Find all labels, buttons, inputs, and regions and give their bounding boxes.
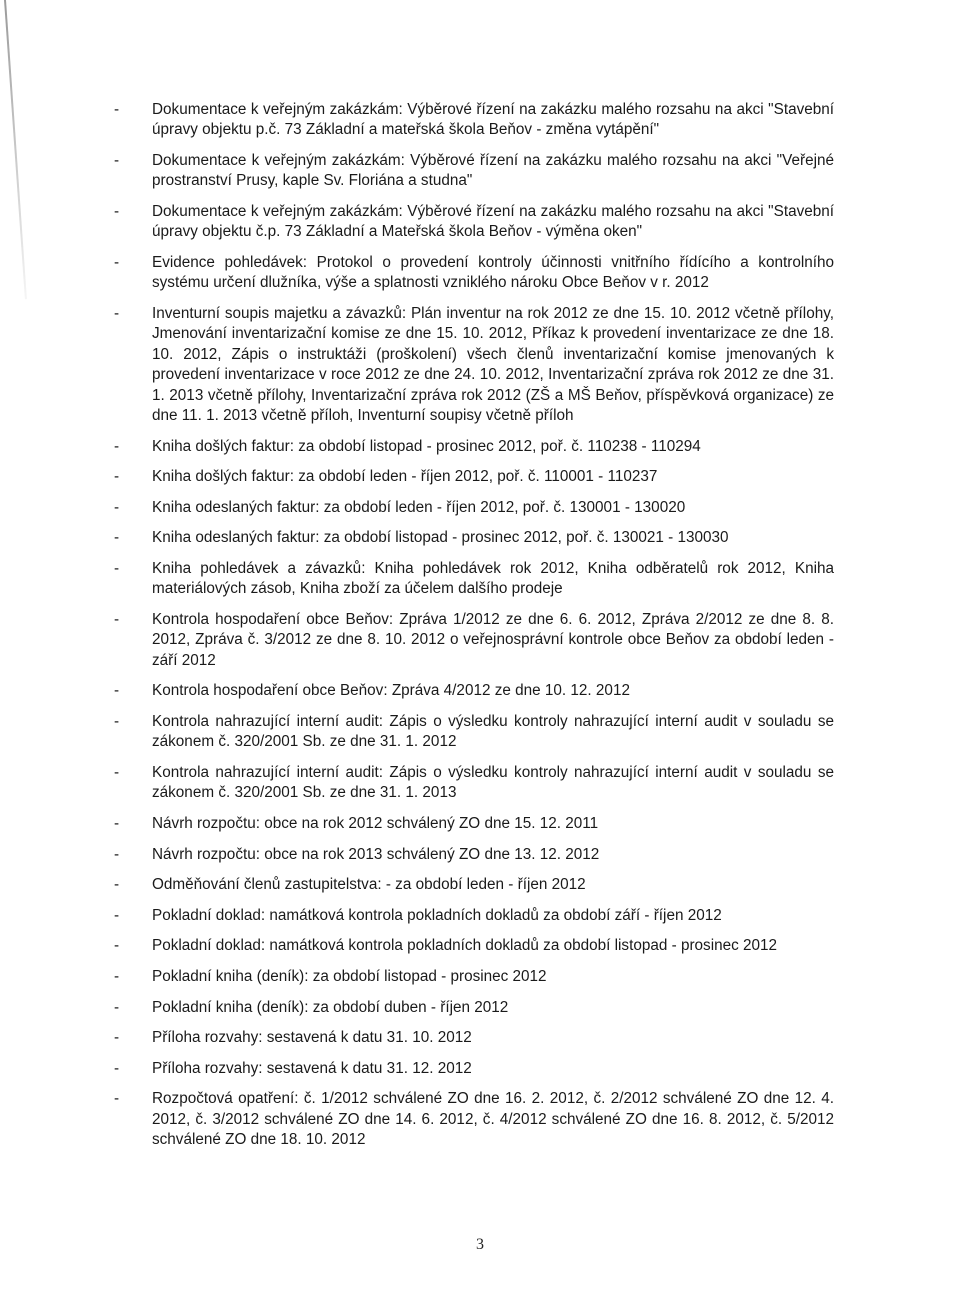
list-bullet: - <box>114 713 120 730</box>
list-bullet: - <box>114 611 120 628</box>
list-bullet: - <box>114 845 120 863</box>
list-item-text: Kniha odeslaných faktur: za období leden - říjen 2012, poř. č. 130001 - 130020 <box>152 498 686 516</box>
list-item-text: Inventurní soupis majetku a závazků: Plán inventur na rok 2012 ze dne 15. 10. 2012 včetně přílohy, Jmenování inventarizační komise ze dne 15. 10. 2012, Příkaz k provedení inventarizace ze dne 18. 10. 2012, Zápis o instruktáži (proškolení) všech členů inventarizační komise jmenovaných k provedení inventarizace v roce 2012 ze dne 24. 10. 2012, Inventarizační zpráva rok 2012 ze dne 31. 1. 2013 včetně přílohy, Inventarizační zpráva rok 2012 (ZŠ a MŠ Beňov, příspěvková organizace) ze dne 11. 1. 2013 včetně příloh, Inventurní soupisy včetně příloh <box>152 305 834 425</box>
list-item <box>114 814 834 834</box>
list-bullet: - <box>114 254 120 271</box>
list-item <box>114 845 834 865</box>
document-list <box>114 100 834 1161</box>
list-item <box>114 1089 834 1150</box>
list-item <box>114 681 834 701</box>
list-item <box>114 151 834 192</box>
list-bullet: - <box>114 1090 120 1108</box>
list-bullet: - <box>114 498 120 516</box>
list-item-text: Kontrola hospodaření obce Beňov: Zpráva 1/2012 ze dne 6. 6. 2012, Zpráva 2/2012 ze dne 8. 8. 2012, Zpráva č. 3/2012 ze dne 8. 10. 2012 o veřejnosprávní kontrole obce Beňov za období leden - září 2012 <box>152 611 834 669</box>
list-item-text: Kontrola hospodaření obce Beňov: Zpráva 4/2012 ze dne 10. 12. 2012 <box>152 682 630 700</box>
list-bullet: - <box>114 437 120 455</box>
list-item <box>114 610 834 671</box>
list-item <box>114 100 834 141</box>
list-item-text: Odměňování členů zastupitelstva: - za období leden - říjen 2012 <box>152 876 586 894</box>
list-item <box>114 875 834 895</box>
list-item-text: Příloha rozvahy: sestavená k datu 31. 12. 2012 <box>152 1059 472 1077</box>
list-item <box>114 202 834 243</box>
list-bullet: - <box>114 764 120 781</box>
list-bullet: - <box>114 203 120 220</box>
list-bullet: - <box>114 906 120 924</box>
list-item <box>114 253 834 294</box>
list-bullet: - <box>114 1059 120 1077</box>
list-item-text: Kniha pohledávek a závazků: Kniha pohledávek rok 2012, Kniha odběratelů rok 2012, Kniha materiálových zásob, Kniha zboží za účelem dalšího prodeje <box>152 560 834 598</box>
list-bullet: - <box>114 101 120 118</box>
list-item <box>114 559 834 600</box>
list-item-text: Dokumentace k veřejným zakázkám: Výběrové řízení na zakázku malého rozsahu na akci "Stavební úpravy objektu č.p. 73 Základní a Mateřská škola Beňov - výměna oken" <box>152 203 834 241</box>
list-item-text: Pokladní doklad: namátková kontrola pokladních dokladů za období září - říjen 2012 <box>152 906 722 924</box>
list-item-text: Kontrola nahrazující interní audit: Zápis o výsledku kontroly nahrazující interní audit v souladu se zákonem č. 320/2001 Sb. ze dne 31. 1. 2012 <box>152 713 834 751</box>
list-item-text: Kniha došlých faktur: za období leden - říjen 2012, poř. č. 110001 - 110237 <box>152 468 658 486</box>
list-item <box>114 498 834 518</box>
list-item <box>114 967 834 987</box>
list-item-text: Kniha odeslaných faktur: za období listopad - prosinec 2012, poř. č. 130021 - 130030 <box>152 529 729 547</box>
list-item <box>114 437 834 457</box>
list-item <box>114 528 834 548</box>
list-item-text: Kontrola nahrazující interní audit: Zápis o výsledku kontroly nahrazující interní audit v souladu se zákonem č. 320/2001 Sb. ze dne 31. 1. 2013 <box>152 764 834 802</box>
list-bullet: - <box>114 560 120 577</box>
list-item-text: Dokumentace k veřejným zakázkám: Výběrové řízení na zakázku malého rozsahu na akci "Veřejné prostranství Prusy, kaple Sv. Floriána a studna" <box>152 152 834 190</box>
scan-margin-line <box>4 0 27 299</box>
list-item-text: Pokladní doklad: namátková kontrola pokladních dokladů za období listopad - prosinec 2012 <box>152 937 778 955</box>
list-bullet: - <box>114 305 120 322</box>
list-bullet: - <box>114 815 120 832</box>
list-item <box>114 906 834 926</box>
list-bullet: - <box>114 529 120 547</box>
page-number: 3 <box>476 1236 484 1253</box>
list-item-text: Pokladní kniha (deník): za období duben - říjen 2012 <box>152 998 509 1016</box>
list-item <box>114 1028 834 1048</box>
list-item <box>114 304 834 426</box>
list-item-text: Příloha rozvahy: sestavená k datu 31. 10. 2012 <box>152 1029 472 1047</box>
list-item <box>114 467 834 487</box>
list-item-text: Dokumentace k veřejným zakázkám: Výběrové řízení na zakázku malého rozsahu na akci "Stavební úpravy objektu p.č. 73 Základní a mateřská škola Beňov - změna vytápění" <box>152 101 834 139</box>
list-item <box>114 712 834 753</box>
list-bullet: - <box>114 1029 120 1047</box>
list-item <box>114 998 834 1018</box>
list-bullet: - <box>114 967 120 985</box>
list-bullet: - <box>114 998 120 1016</box>
list-bullet: - <box>114 468 120 486</box>
list-item-text: Rozpočtová opatření: č. 1/2012 schválené ZO dne 16. 2. 2012, č. 2/2012 schválené ZO dne 12. 4. 2012, č. 3/2012 schválené ZO dne 14. 6. 2012, č. 4/2012 schválené ZO dne 16. 8. 2012, č. 5/2012 schválené ZO dne 18. 10. 2012 <box>152 1090 834 1149</box>
list-item-text: Kniha došlých faktur: za období listopad - prosinec 2012, poř. č. 110238 - 110294 <box>152 437 701 455</box>
list-bullet: - <box>114 682 120 700</box>
list-bullet: - <box>114 152 120 169</box>
list-item-text: Evidence pohledávek: Protokol o provedení kontroly účinnosti vnitřního řídícího a kontrolního systému určení dlužníka, výše a splatnosti vzniklého nároku Obce Beňov v r. 2012 <box>152 254 834 292</box>
list-bullet: - <box>114 937 120 955</box>
list-bullet: - <box>114 876 120 894</box>
list-item-text: Návrh rozpočtu: obce na rok 2013 schválený ZO dne 13. 12. 2012 <box>152 845 600 863</box>
list-item <box>114 763 834 804</box>
list-item-text: Návrh rozpočtu: obce na rok 2012 schválený ZO dne 15. 12. 2011 <box>152 815 599 832</box>
list-item <box>114 1059 834 1079</box>
list-item-text: Pokladní kniha (deník): za období listopad - prosinec 2012 <box>152 967 547 985</box>
list-item <box>114 936 834 956</box>
